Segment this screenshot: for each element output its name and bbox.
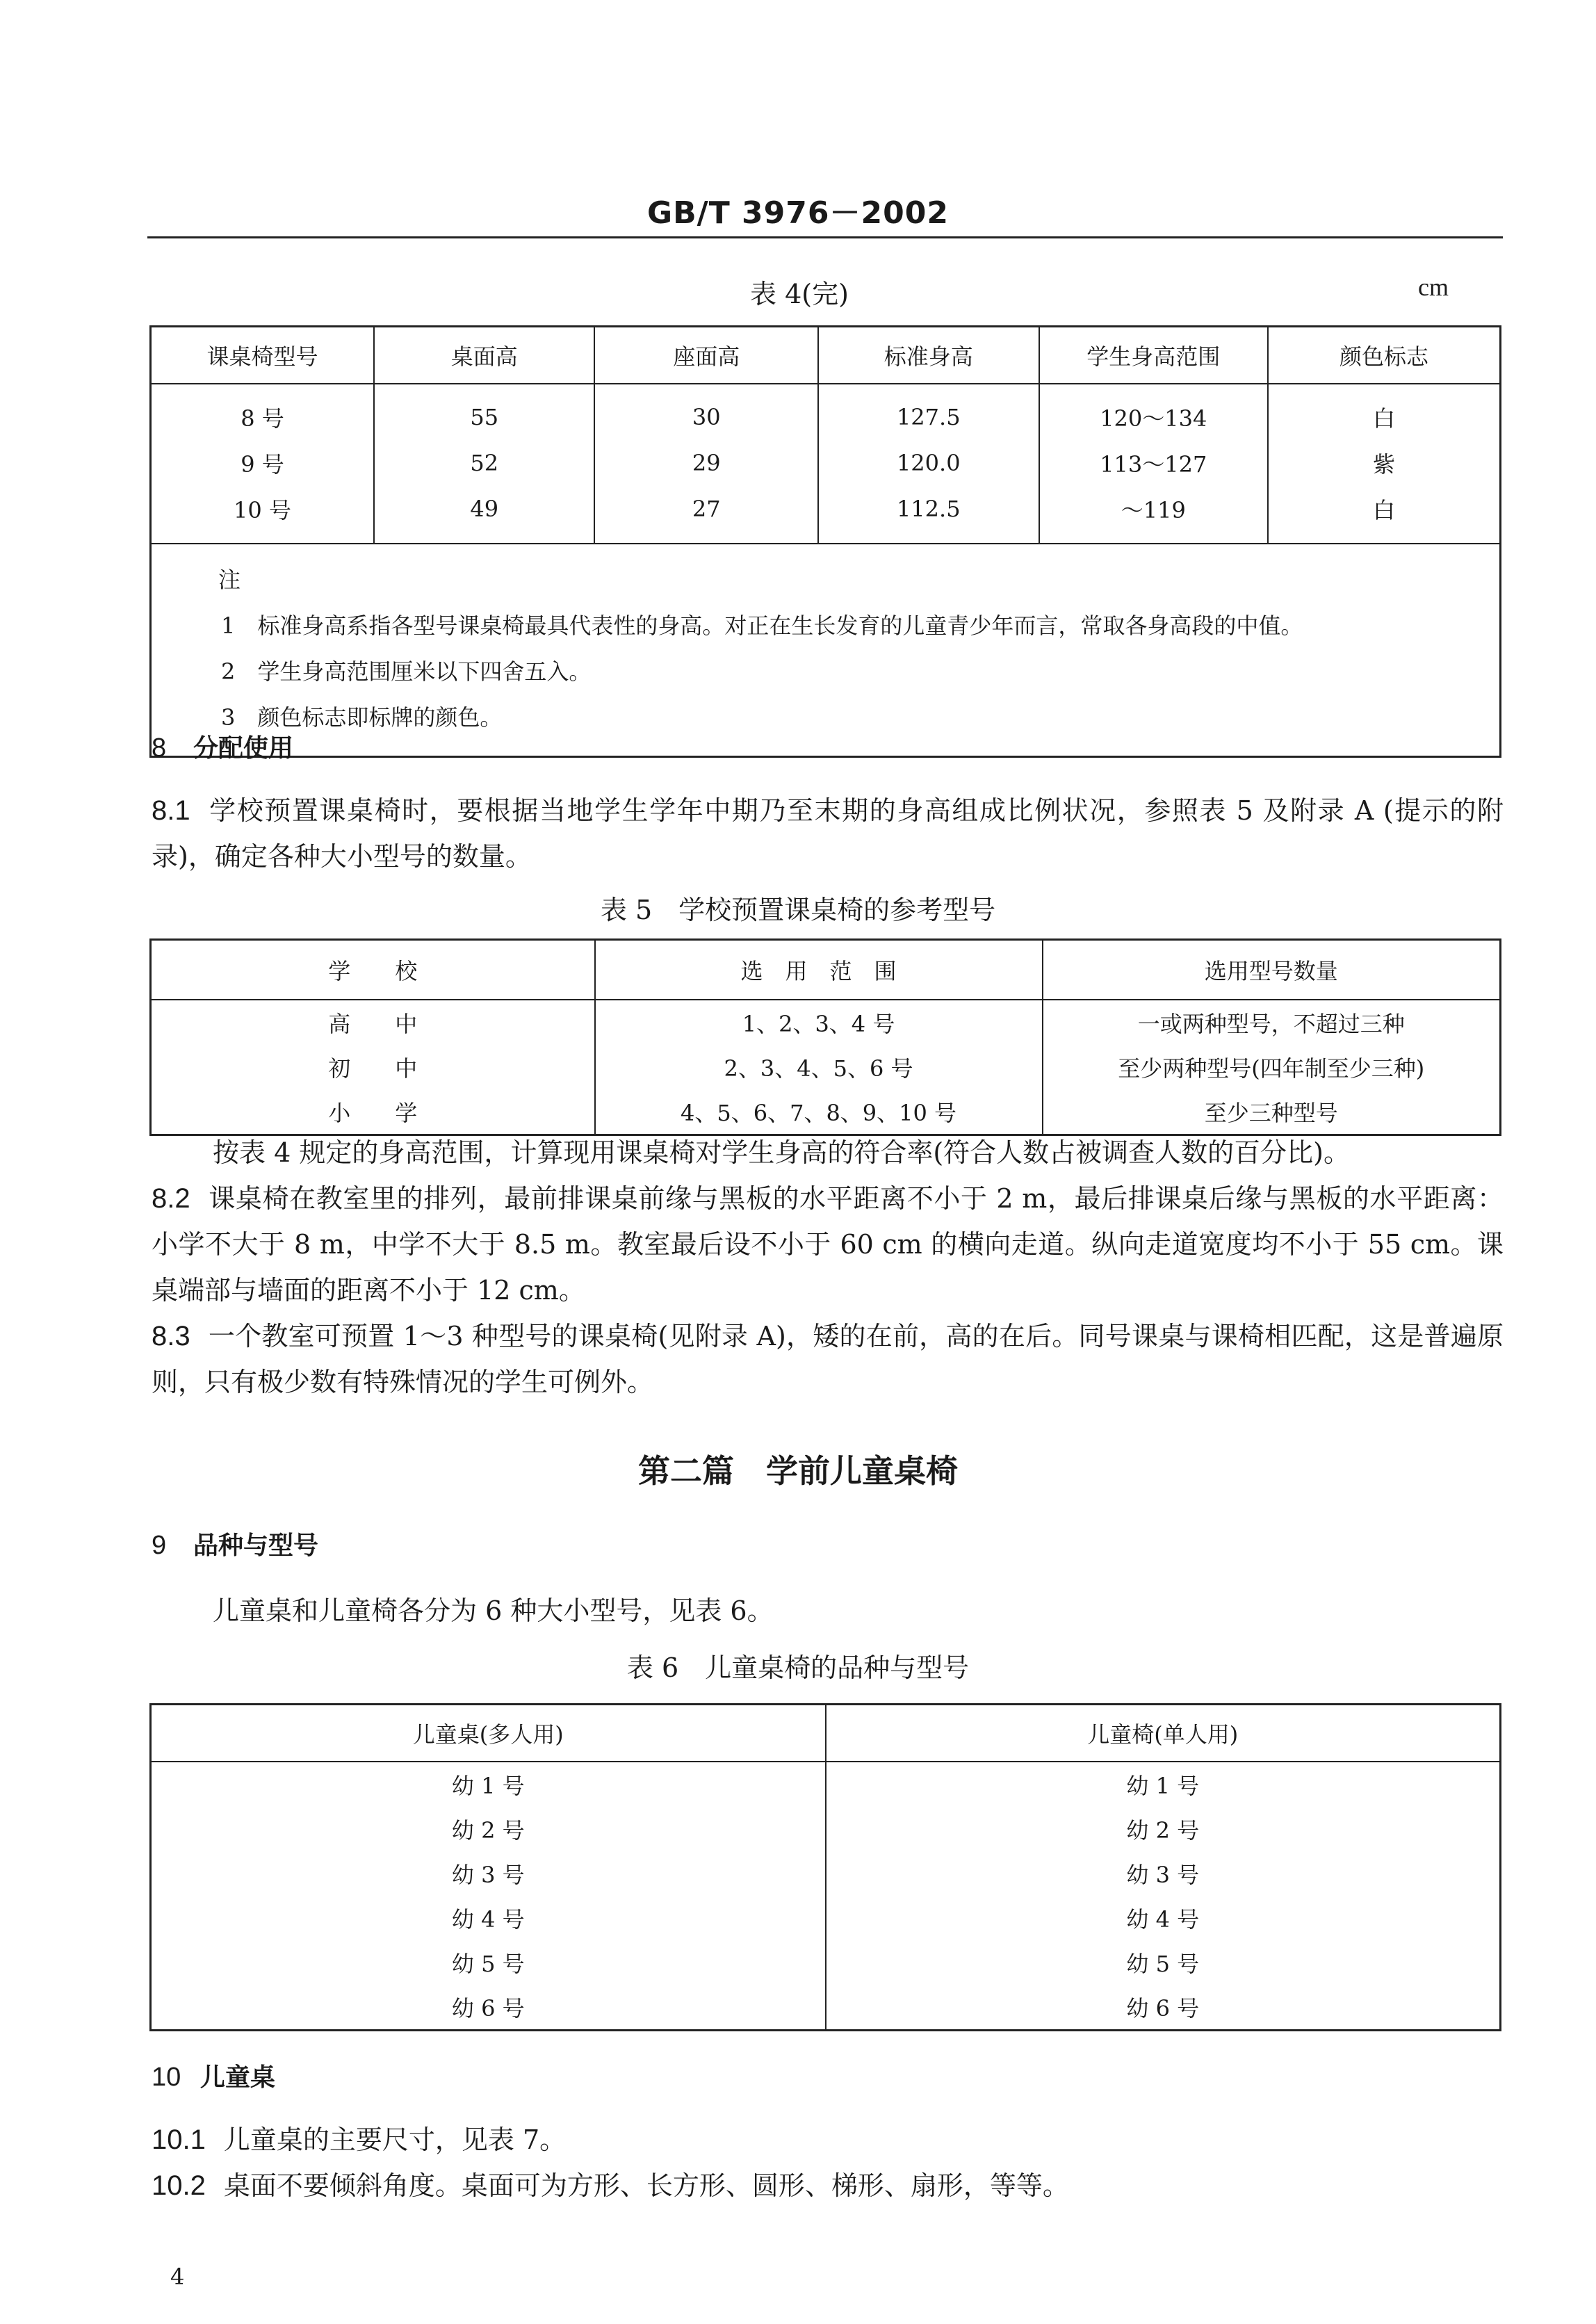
table-5: [149, 938, 1501, 1136]
paragraph-text: 课桌椅在教室里的排列，最前排课桌前缘与黑板的水平距离不小于 2 m，最后排课桌后缘与黑板的水平距离：小学不大于 8 m，中学不大于 8.5 m。教室最后设不小于 60 cm 的横向走道。纵向走道宽度均不小于 55 cm。课桌端部与墙面的距离不小于 12 cm。: [152, 1183, 1504, 1306]
table-cell: 白: [1268, 486, 1500, 544]
table-cell: 幼 4 号: [826, 1896, 1501, 1940]
table-6: [149, 1703, 1501, 2031]
table5-caption: 表 5 学校预置课桌椅的参考型号: [600, 895, 996, 925]
table-header-row: [151, 940, 1501, 1000]
table-cell: 白: [1268, 384, 1500, 440]
paragraph-text: 一个教室可预置 1～3 种型号的课桌椅(见附录 A)，矮的在前，高的在后。同号课桌与课椅相匹配，这是普遍原则，只有极少数有特殊情况的学生可例外。: [152, 1321, 1504, 1397]
table-row: [151, 1851, 1501, 1896]
paragraph-9: 儿童桌和儿童椅各分为 6 种大小型号，见表 6。: [213, 1595, 774, 1626]
table4-caption: 表 4(完): [750, 279, 849, 309]
table-row: [151, 1940, 1501, 1985]
table-row: [151, 1762, 1501, 1807]
paragraph-number: 10.2: [152, 2170, 206, 2201]
table-row: [151, 486, 1501, 544]
table-cell: 4、5、6、7、8、9、10 号: [595, 1089, 1043, 1135]
table-header-cell: 标准身高: [818, 327, 1039, 384]
table-cell: 8 号: [241, 405, 284, 432]
paragraph-text: 儿童桌的主要尺寸，见表 7。: [223, 2124, 567, 2155]
table-row: [151, 440, 1501, 486]
table-row: [151, 1089, 1501, 1135]
table-cell: 127.5: [818, 384, 1039, 440]
table-cell: 幼 1 号: [826, 1762, 1501, 1807]
part-title: 第二篇 学前儿童桌椅: [638, 1452, 958, 1490]
header-rule: [147, 236, 1503, 238]
section-title: 分配使用: [193, 734, 294, 763]
paragraph-10-1: [152, 2117, 1504, 2163]
section-number: 10: [152, 2063, 181, 2092]
table-header-cell: 选用型号数量: [1043, 940, 1501, 1000]
table-cell: 幼 3 号: [451, 1862, 525, 1888]
table-4: [149, 325, 1501, 758]
table-cell: 27: [594, 486, 817, 544]
table-cell: 初 中: [328, 1055, 418, 1082]
table-cell: 113～127: [1039, 440, 1269, 486]
table-cell: 一或两种型号，不超过三种: [1043, 1000, 1501, 1045]
paragraph-number: 8.1: [152, 795, 190, 826]
table-cell: 紫: [1268, 440, 1500, 486]
table-cell: 幼 6 号: [826, 1985, 1501, 2031]
page-number: 4: [170, 2264, 185, 2290]
section-title: 儿童桌: [200, 2063, 276, 2092]
table-header-cell: 颜色标志: [1268, 327, 1500, 384]
notes-title: 注: [218, 567, 241, 593]
paragraph-8-2: [152, 1176, 1504, 1313]
section-number: 8: [152, 733, 167, 763]
table-cell: 高 中: [328, 1011, 418, 1037]
paragraph-number: 8.3: [152, 1321, 190, 1351]
paragraph-number: 10.1: [152, 2124, 206, 2155]
table-header-cell: 学生身高范围: [1039, 327, 1269, 384]
paragraph-8-1: [152, 788, 1504, 879]
table-row: [151, 1807, 1501, 1851]
table-cell: 2、3、4、5、6 号: [595, 1045, 1043, 1089]
section-number: 9: [152, 1531, 167, 1560]
table-cell: 55: [374, 384, 594, 440]
table-cell: 幼 2 号: [451, 1817, 525, 1844]
table-cell: 1、2、3、4 号: [595, 1000, 1043, 1045]
table-header-cell: 课桌椅型号: [151, 327, 374, 384]
paragraph-10-2: [152, 2163, 1504, 2209]
table-row: [151, 1985, 1501, 2031]
table-cell: 小 学: [328, 1100, 418, 1126]
section-10-heading: [152, 2058, 275, 2093]
table4-unit: cm: [1418, 273, 1449, 301]
table6-caption: 表 6 儿童桌椅的品种与型号: [626, 1652, 970, 1683]
table-cell: 9 号: [241, 451, 284, 478]
table-header-row: [151, 327, 1501, 384]
table-header-cell: 桌面高: [374, 327, 594, 384]
table-cell: 幼 6 号: [451, 1995, 525, 2022]
section-9-heading: [152, 1526, 318, 1561]
table-cell: 至少三种型号: [1043, 1089, 1501, 1135]
table-cell: 30: [594, 384, 817, 440]
table-notes-row: [151, 544, 1501, 757]
table-header-cell: 儿童椅(单人用): [826, 1705, 1501, 1762]
table-row: [151, 1000, 1501, 1045]
paragraph-text: 桌面不要倾斜角度。桌面可为方形、长方形、圆形、梯形、扇形，等等。: [223, 2170, 1069, 2201]
table-cell: 幼 5 号: [826, 1940, 1501, 1985]
paragraph-number: 8.2: [152, 1183, 190, 1214]
table-row: [151, 1045, 1501, 1089]
table-cell: 49: [374, 486, 594, 544]
table-cell: 幼 2 号: [826, 1807, 1501, 1851]
note-item: 3 颜色标志即标牌的颜色。: [221, 704, 503, 731]
table-header-row: [151, 1705, 1501, 1762]
table-header-cell: 儿童桌(多人用): [151, 1705, 826, 1762]
table-cell: ～119: [1039, 486, 1269, 544]
table-cell: 幼 4 号: [451, 1906, 525, 1933]
document-code: GB/T 3976－2002: [647, 195, 949, 231]
table-header-cell: 学 校: [151, 940, 595, 1000]
table-cell: 29: [594, 440, 817, 486]
table-cell: 120～134: [1039, 384, 1269, 440]
section-title: 品种与型号: [193, 1531, 319, 1560]
table-cell: 120.0: [818, 440, 1039, 486]
table-cell: 112.5: [818, 486, 1039, 544]
table-cell: 幼 3 号: [826, 1851, 1501, 1896]
paragraph-8-3: [152, 1313, 1504, 1405]
table-cell: 52: [374, 440, 594, 486]
table-cell: 10 号: [234, 497, 291, 523]
note-item: 1 标准身高系指各型号课桌椅最具代表性的身高。对正在生长发育的儿童青少年而言，常取各身高段的中值。: [221, 612, 1303, 639]
paragraph-after-table5: 按表 4 规定的身高范围，计算现用课桌椅对学生身高的符合率(符合人数占被调查人数的百分比)。: [213, 1137, 1350, 1168]
table-cell: 幼 5 号: [451, 1951, 525, 1977]
note-item: 2 学生身高范围厘米以下四舍五入。: [221, 658, 592, 685]
table-row: [151, 1896, 1501, 1940]
table-header-cell: 选 用 范 围: [595, 940, 1043, 1000]
paragraph-text: 学校预置课桌椅时，要根据当地学生学年中期乃至末期的身高组成比例状况，参照表 5 及附录 A (提示的附录)，确定各种大小型号的数量。: [152, 795, 1504, 872]
table-cell: 幼 1 号: [451, 1773, 525, 1799]
table-row: [151, 384, 1501, 440]
table-cell: 至少两种型号(四年制至少三种): [1043, 1045, 1501, 1089]
table-header-cell: 座面高: [594, 327, 817, 384]
section-8-heading: [152, 729, 293, 764]
